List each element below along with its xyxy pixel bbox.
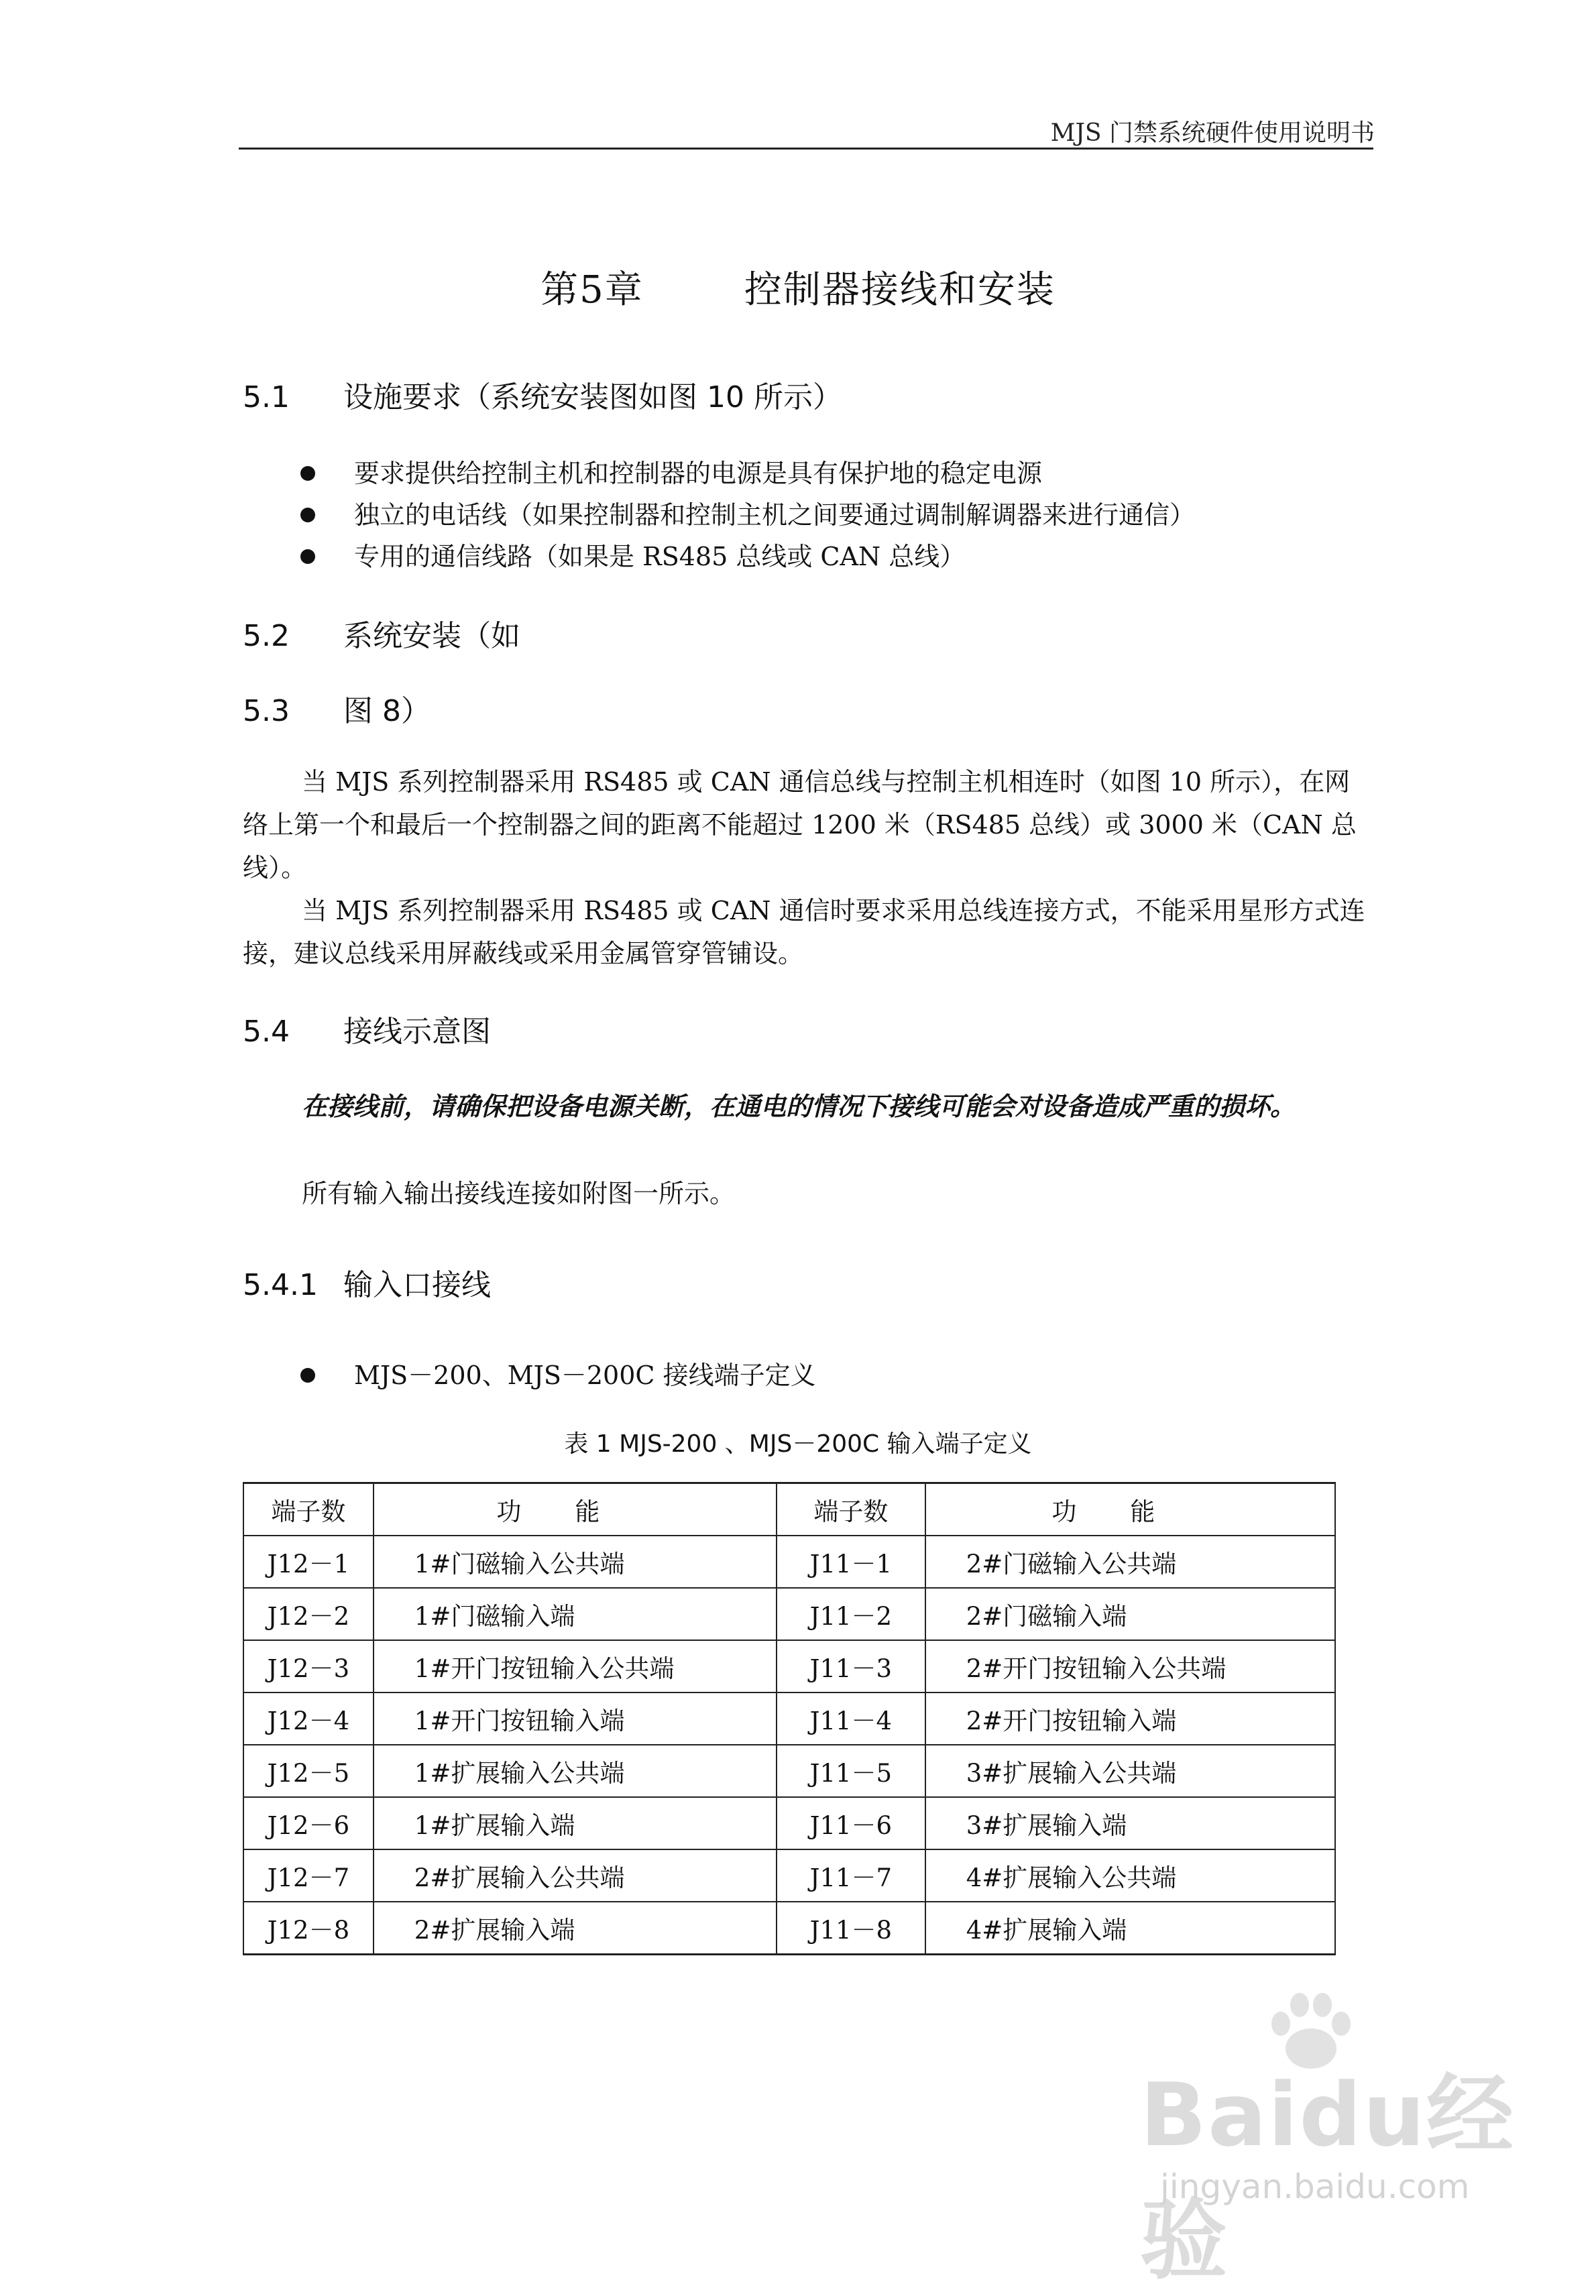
section-number: 5.3 — [243, 694, 290, 728]
paragraph-bus-connection: 当 MJS 系列控制器采用 RS485 或 CAN 通信时要求采用总线连接方式，不能采用星形方式连接，建议总线采用屏蔽线或采用金属管穿管铺设。 — [243, 896, 1365, 968]
table-row — [243, 1849, 1335, 1902]
function-cell: 1#门磁输入公共端 — [374, 1536, 777, 1588]
section-number: 5.4 — [243, 1015, 290, 1049]
terminal-definition-text: MJS－200、MJS－200C 接线端子定义 — [354, 1361, 816, 1390]
bullet-icon — [300, 1368, 315, 1383]
bullet-icon — [300, 466, 315, 481]
table-row — [243, 1536, 1335, 1588]
section-title: 设施要求（系统安装图如图 10 所示） — [343, 380, 842, 414]
function-cell: 1#门磁输入端 — [374, 1588, 777, 1640]
section-5-4-1 — [243, 1261, 491, 1304]
function-cell: 1#开门按钮输入公共端 — [374, 1640, 777, 1692]
warning-text: 在接线前，请确保把设备电源关断，在通电的情况下接线可能会对设备造成严重的损坏。 — [302, 1091, 1296, 1121]
table-row — [243, 1692, 1335, 1745]
header-terminal: 端子数 — [243, 1483, 374, 1536]
function-cell: 4#扩展输入公共端 — [925, 1849, 1335, 1902]
function-cell: 2#扩展输入端 — [374, 1902, 777, 1955]
terminal-cell: J12－4 — [243, 1692, 374, 1745]
function-cell: 1#开门按钮输入端 — [374, 1692, 777, 1745]
chapter-heading — [0, 260, 1596, 314]
terminal-cell: J12－5 — [243, 1745, 374, 1797]
function-cell: 1#扩展输入公共端 — [374, 1745, 777, 1797]
requirement-item — [300, 494, 1195, 531]
header-title: MJS 门禁系统硬件使用说明书 — [1050, 119, 1375, 147]
terminal-table — [243, 1482, 1336, 1955]
function-cell: 2#门磁输入端 — [925, 1588, 1335, 1640]
function-cell: 3#扩展输入端 — [925, 1797, 1335, 1849]
function-cell: 1#扩展输入端 — [374, 1797, 777, 1849]
section-number: 5.2 — [243, 619, 290, 653]
requirement-item — [300, 536, 965, 573]
section-title: 接线示意图 — [343, 1015, 491, 1049]
section-title: 输入口接线 — [343, 1268, 491, 1302]
table-row — [243, 1640, 1335, 1692]
header-function: 功能 — [374, 1483, 777, 1536]
section-5-3 — [243, 687, 431, 730]
function-cell: 2#开门按钮输入公共端 — [925, 1640, 1335, 1692]
table-row — [243, 1902, 1335, 1955]
function-cell: 4#扩展输入端 — [925, 1902, 1335, 1955]
terminal-cell: J12－6 — [243, 1797, 374, 1849]
terminal-definition-item — [300, 1355, 816, 1391]
requirement-item — [300, 453, 1042, 490]
function-cell: 3#扩展输入公共端 — [925, 1745, 1335, 1797]
terminal-cell: J12－3 — [243, 1640, 374, 1692]
chapter-title: 控制器接线和安装 — [744, 268, 1056, 312]
section-5-1 — [243, 373, 842, 416]
terminal-cell: J11－3 — [777, 1640, 925, 1692]
function-cell: 2#开门按钮输入端 — [925, 1692, 1335, 1745]
terminal-cell: J11－8 — [777, 1902, 925, 1955]
function-cell: 2#门磁输入公共端 — [925, 1536, 1335, 1588]
section-number: 5.4.1 — [243, 1268, 318, 1302]
terminal-cell: J11－5 — [777, 1745, 925, 1797]
section-5-4 — [243, 1007, 491, 1050]
watermark-logo: Baidu经验 — [1140, 2064, 1515, 2291]
table-row — [243, 1588, 1335, 1640]
bullet-icon — [300, 549, 315, 564]
function-cell: 2#扩展输入公共端 — [374, 1849, 777, 1902]
section-number: 5.1 — [243, 380, 290, 414]
table-header-row — [243, 1483, 1335, 1536]
watermark-url: jingyan.baidu.com — [1160, 2167, 1470, 2206]
header-terminal: 端子数 — [777, 1483, 925, 1536]
requirement-text: 要求提供给控制主机和控制器的电源是具有保护地的稳定电源 — [354, 459, 1043, 488]
section-title: 系统安装（如 — [343, 619, 520, 653]
paragraph-bus-distance: 当 MJS 系列控制器采用 RS485 或 CAN 通信总线与控制主机相连时（如图 10 所示），在网络上第一个和最后一个控制器之间的距离不能超过 1200 米（RS485 总线）或 3000 米（CAN 总线）。 — [243, 767, 1357, 882]
terminal-cell: J11－4 — [777, 1692, 925, 1745]
requirement-text: 专用的通信线路（如果是 RS485 总线或 CAN 总线） — [354, 542, 966, 571]
terminal-cell: J11－1 — [777, 1536, 925, 1588]
terminal-cell: J11－7 — [777, 1849, 925, 1902]
table-row — [243, 1745, 1335, 1797]
bullet-icon — [300, 508, 315, 522]
chapter-number: 第5章 — [540, 268, 644, 312]
section-title: 图 8） — [343, 694, 431, 728]
paragraph-wiring-ref: 所有输入输出接线连接如附图一所示。 — [302, 1179, 736, 1208]
table-row — [243, 1797, 1335, 1849]
table-caption: 表 1 MJS-200 、MJS－200C 输入端子定义 — [564, 1430, 1032, 1458]
terminal-cell: J12－8 — [243, 1902, 374, 1955]
terminal-cell: J11－6 — [777, 1797, 925, 1849]
requirement-text: 独立的电话线（如果控制器和控制主机之间要通过调制解调器来进行通信） — [354, 500, 1196, 530]
terminal-cell: J12－1 — [243, 1536, 374, 1588]
header-rule — [239, 148, 1373, 150]
terminal-cell: J11－2 — [777, 1588, 925, 1640]
terminal-cell: J12－2 — [243, 1588, 374, 1640]
terminal-cell: J12－7 — [243, 1849, 374, 1902]
header-function: 功能 — [925, 1483, 1335, 1536]
section-5-2 — [243, 612, 520, 654]
